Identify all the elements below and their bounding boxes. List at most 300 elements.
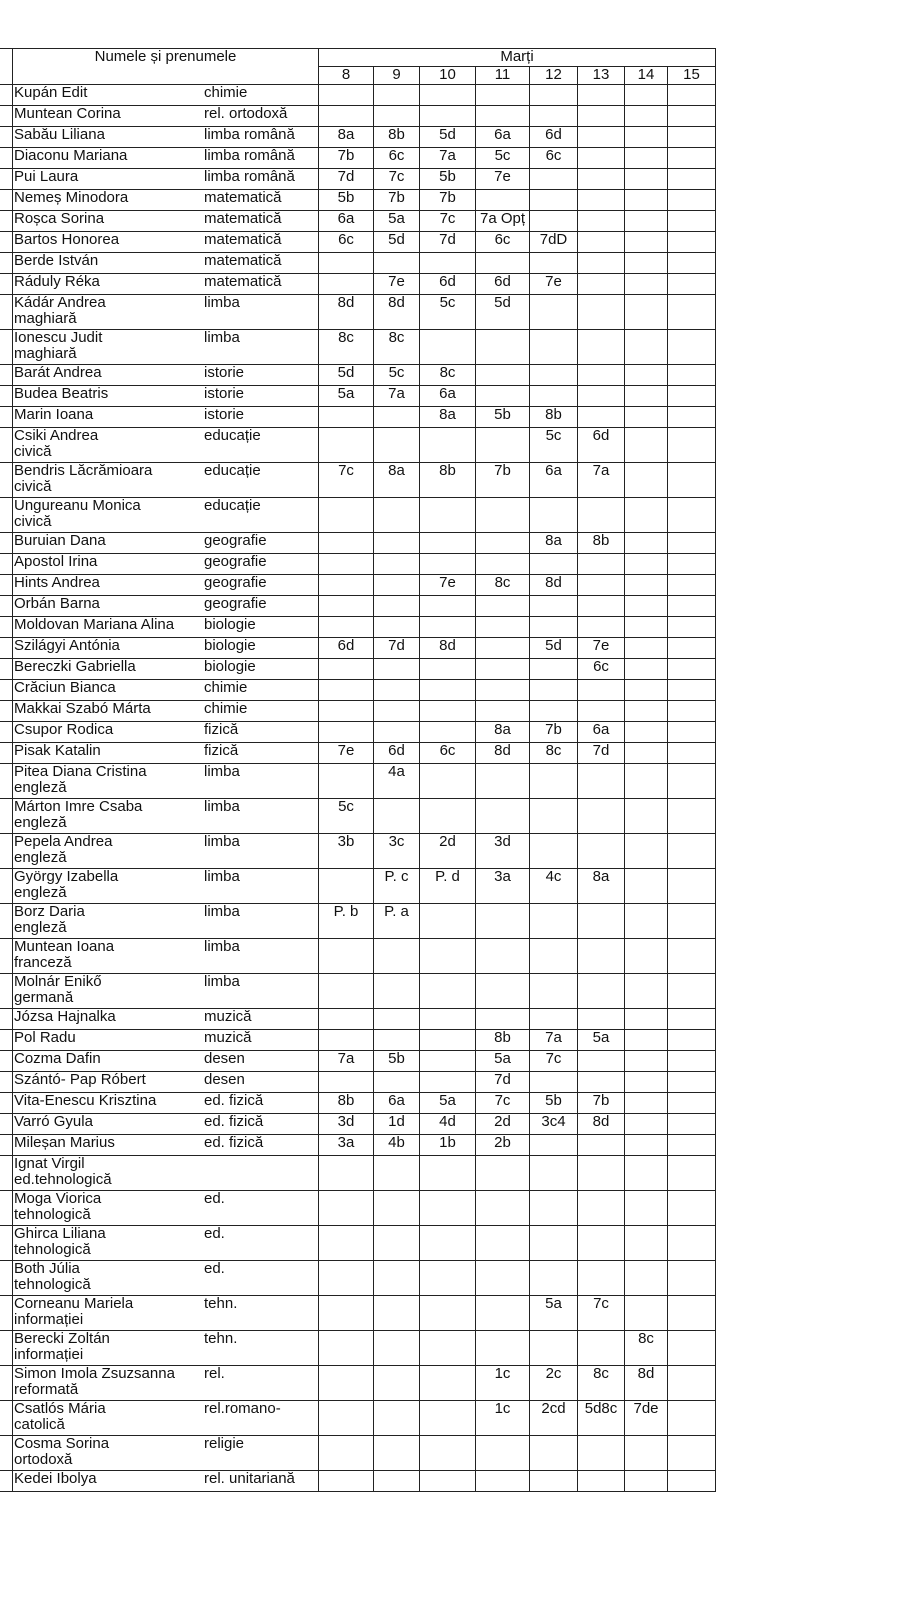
class-slot-cell: 6a xyxy=(530,463,578,498)
class-slot-cell xyxy=(668,1191,716,1226)
class-slot-cell xyxy=(420,939,476,974)
class-slot-cell xyxy=(319,1471,374,1492)
class-slot-cell xyxy=(530,701,578,722)
class-slot-cell xyxy=(374,1296,420,1331)
teacher-cell xyxy=(13,596,319,617)
class-slot-cell xyxy=(668,1331,716,1366)
teacher-cell xyxy=(13,169,319,190)
teacher-cell xyxy=(13,295,319,330)
table-row xyxy=(0,232,716,253)
class-slot-cell: 8a xyxy=(476,722,530,743)
class-slot-cell: 8d xyxy=(530,575,578,596)
teacher-cell xyxy=(13,386,319,407)
class-slot-cell xyxy=(476,533,530,554)
class-slot-cell xyxy=(625,253,668,274)
class-slot-cell: 7b xyxy=(530,722,578,743)
table-row xyxy=(0,127,716,148)
row-index-cell xyxy=(0,834,13,869)
class-slot-cell xyxy=(476,680,530,701)
teacher-subject: istorie xyxy=(204,385,245,402)
class-slot-cell xyxy=(319,407,374,428)
teacher-subject: istorie xyxy=(204,364,245,381)
class-slot-cell xyxy=(668,722,716,743)
class-slot-cell xyxy=(625,638,668,659)
teacher-cell xyxy=(13,106,319,127)
class-slot-cell: 7a xyxy=(374,386,420,407)
class-slot-cell xyxy=(578,1156,625,1191)
class-slot-cell xyxy=(530,1072,578,1093)
teacher-name: Nemeș Minodora xyxy=(14,189,129,206)
class-slot-cell xyxy=(578,1051,625,1072)
class-slot-cell: 7c xyxy=(530,1051,578,1072)
name-column-header: Numele și prenumele xyxy=(13,49,319,85)
teacher-subject: desen xyxy=(204,1050,245,1067)
class-slot-cell xyxy=(476,190,530,211)
class-slot-cell xyxy=(420,1436,476,1471)
class-slot-cell: 6a xyxy=(476,127,530,148)
teacher-subject: matematică xyxy=(204,189,282,206)
class-slot-cell xyxy=(578,554,625,575)
table-row xyxy=(0,169,716,190)
teacher-name: Hints Andrea xyxy=(14,574,100,591)
teacher-subject: ed. fizică xyxy=(204,1134,264,1151)
class-slot-cell xyxy=(476,498,530,533)
class-slot-cell xyxy=(374,1226,420,1261)
teacher-name: Bendris Lăcrămioara xyxy=(14,462,153,479)
teacher-cell xyxy=(13,764,319,799)
teacher-cell xyxy=(13,498,319,533)
class-slot-cell xyxy=(319,1401,374,1436)
class-slot-cell: 3d xyxy=(476,834,530,869)
class-slot-cell xyxy=(476,386,530,407)
class-slot-cell xyxy=(578,1471,625,1492)
class-slot-cell xyxy=(668,701,716,722)
class-slot-cell xyxy=(530,386,578,407)
row-index-cell xyxy=(0,1156,13,1191)
class-slot-cell xyxy=(420,554,476,575)
class-slot-cell xyxy=(625,764,668,799)
class-slot-cell: 8a xyxy=(420,407,476,428)
class-slot-cell xyxy=(668,407,716,428)
row-index-cell xyxy=(0,764,13,799)
teacher-name: György Izabella xyxy=(14,868,119,885)
class-slot-cell xyxy=(530,85,578,106)
class-slot-cell xyxy=(319,939,374,974)
table-row xyxy=(0,638,716,659)
class-slot-cell: 7b xyxy=(374,190,420,211)
teacher-subject: tehn. xyxy=(204,1330,238,1347)
class-slot-cell xyxy=(668,743,716,764)
row-index-cell xyxy=(0,127,13,148)
class-slot-cell xyxy=(319,1331,374,1366)
class-slot-cell: 7de xyxy=(625,1401,668,1436)
class-slot-cell xyxy=(476,554,530,575)
class-slot-cell xyxy=(420,799,476,834)
teacher-subject-continued: catolică xyxy=(14,1416,65,1433)
class-slot-cell xyxy=(625,85,668,106)
class-slot-cell xyxy=(668,365,716,386)
teacher-subject-continued: engleză xyxy=(14,779,67,796)
row-index-cell xyxy=(0,1401,13,1436)
class-slot-cell: 8a xyxy=(530,533,578,554)
class-slot-cell xyxy=(374,407,420,428)
row-index-cell xyxy=(0,365,13,386)
class-slot-cell: P. a xyxy=(374,904,420,939)
class-slot-cell xyxy=(319,498,374,533)
class-slot-cell: 1b xyxy=(420,1135,476,1156)
class-slot-cell xyxy=(530,295,578,330)
teacher-cell xyxy=(13,365,319,386)
class-slot-cell: 2cd xyxy=(530,1401,578,1436)
class-slot-cell xyxy=(578,596,625,617)
class-slot-cell: 7e xyxy=(374,274,420,295)
row-index-cell xyxy=(0,463,13,498)
class-slot-cell xyxy=(319,617,374,638)
class-slot-cell xyxy=(625,743,668,764)
teacher-subject: limba xyxy=(204,294,240,311)
teacher-name: Márton Imre Csaba xyxy=(14,798,143,815)
table-row xyxy=(0,1093,716,1114)
class-slot-cell: 6d xyxy=(319,638,374,659)
teacher-name: Orbán Barna xyxy=(14,595,100,612)
class-slot-cell xyxy=(530,834,578,869)
table-row xyxy=(0,463,716,498)
class-slot-cell xyxy=(319,533,374,554)
teacher-cell xyxy=(13,127,319,148)
class-slot-cell: 5a xyxy=(319,386,374,407)
class-slot-cell: 5a xyxy=(374,211,420,232)
row-index-cell xyxy=(0,1331,13,1366)
class-slot-cell xyxy=(374,701,420,722)
table-row xyxy=(0,904,716,939)
teacher-subject: geografie xyxy=(204,532,267,549)
class-slot-cell xyxy=(578,904,625,939)
class-slot-cell xyxy=(625,365,668,386)
row-index-cell xyxy=(0,974,13,1009)
teacher-name: Ionescu Judit xyxy=(14,329,103,346)
teacher-subject: desen xyxy=(204,1071,245,1088)
table-row xyxy=(0,386,716,407)
teacher-cell xyxy=(13,1331,319,1366)
teacher-subject-continued: civică xyxy=(14,478,52,495)
table-row xyxy=(0,554,716,575)
row-index-cell xyxy=(0,1191,13,1226)
class-slot-cell xyxy=(319,680,374,701)
teacher-subject: limba xyxy=(204,798,240,815)
class-slot-cell xyxy=(476,1191,530,1226)
class-slot-cell: 2c xyxy=(530,1366,578,1401)
class-slot-cell xyxy=(374,722,420,743)
class-slot-cell xyxy=(530,1156,578,1191)
row-index-cell xyxy=(0,386,13,407)
class-slot-cell xyxy=(319,701,374,722)
class-slot-cell xyxy=(668,834,716,869)
teacher-subject-continued: informației xyxy=(14,1346,84,1363)
class-slot-cell xyxy=(578,169,625,190)
row-index-cell xyxy=(0,148,13,169)
class-slot-cell xyxy=(374,1401,420,1436)
row-index-cell xyxy=(0,1030,13,1051)
class-slot-cell xyxy=(625,1135,668,1156)
table-row xyxy=(0,407,716,428)
teacher-cell xyxy=(13,575,319,596)
class-slot-cell: 6c xyxy=(319,232,374,253)
class-slot-cell xyxy=(578,939,625,974)
class-slot-cell xyxy=(625,1114,668,1135)
row-index-cell xyxy=(0,1114,13,1135)
row-index-cell xyxy=(0,939,13,974)
class-slot-cell: 8b xyxy=(319,1093,374,1114)
class-slot-cell xyxy=(319,1296,374,1331)
class-slot-cell xyxy=(420,253,476,274)
class-slot-cell xyxy=(578,575,625,596)
class-slot-cell xyxy=(668,127,716,148)
class-slot-cell: 6d xyxy=(420,274,476,295)
class-slot-cell xyxy=(530,106,578,127)
hour-header: 9 xyxy=(374,67,420,85)
teacher-name: Csatlós Mária xyxy=(14,1400,106,1417)
teacher-cell xyxy=(13,554,319,575)
class-slot-cell xyxy=(420,498,476,533)
teacher-cell xyxy=(13,701,319,722)
teacher-subject-continued: engleză xyxy=(14,849,67,866)
class-slot-cell xyxy=(578,127,625,148)
class-slot-cell xyxy=(668,1471,716,1492)
teacher-name: Buruian Dana xyxy=(14,532,106,549)
class-slot-cell: 8c xyxy=(420,365,476,386)
class-slot-cell xyxy=(374,85,420,106)
class-slot-cell xyxy=(420,1296,476,1331)
teacher-subject: matematică xyxy=(204,210,282,227)
class-slot-cell xyxy=(578,974,625,1009)
class-slot-cell xyxy=(668,498,716,533)
teacher-subject-continued: civică xyxy=(14,513,52,530)
class-slot-cell xyxy=(476,974,530,1009)
class-slot-cell: 6a xyxy=(319,211,374,232)
teacher-name: Bartos Honorea xyxy=(14,231,120,248)
teacher-subject: ed. xyxy=(204,1190,225,1207)
class-slot-cell xyxy=(319,85,374,106)
class-slot-cell xyxy=(625,211,668,232)
class-slot-cell: 7c xyxy=(319,463,374,498)
class-slot-cell xyxy=(625,596,668,617)
teacher-name: Sabău Liliana xyxy=(14,126,105,143)
class-slot-cell xyxy=(668,190,716,211)
teacher-cell xyxy=(13,533,319,554)
row-index-cell xyxy=(0,428,13,463)
class-slot-cell xyxy=(319,428,374,463)
class-slot-cell xyxy=(476,596,530,617)
teacher-name: Apostol Irina xyxy=(14,553,98,570)
class-slot-cell: 5d xyxy=(420,127,476,148)
class-slot-cell xyxy=(625,1191,668,1226)
teacher-subject: matematică xyxy=(204,252,282,269)
class-slot-cell xyxy=(374,617,420,638)
class-slot-cell xyxy=(530,1135,578,1156)
class-slot-cell xyxy=(625,386,668,407)
class-slot-cell: 8a xyxy=(578,869,625,904)
class-slot-cell: 6a xyxy=(578,722,625,743)
class-slot-cell xyxy=(476,1436,530,1471)
teacher-name: Ignat Virgil xyxy=(14,1155,85,1172)
class-slot-cell xyxy=(578,617,625,638)
class-slot-cell xyxy=(668,330,716,365)
teacher-name: Diaconu Mariana xyxy=(14,147,128,164)
class-slot-cell xyxy=(420,904,476,939)
class-slot-cell xyxy=(668,274,716,295)
day-header: Marți xyxy=(319,49,716,67)
class-slot-cell xyxy=(374,1471,420,1492)
teacher-name: Ráduly Réka xyxy=(14,273,100,290)
class-slot-cell xyxy=(578,232,625,253)
class-slot-cell xyxy=(668,1093,716,1114)
row-index-cell xyxy=(0,498,13,533)
row-index-cell xyxy=(0,722,13,743)
class-slot-cell xyxy=(476,799,530,834)
teacher-subject-continued: civică xyxy=(14,443,52,460)
teacher-cell xyxy=(13,1009,319,1030)
class-slot-cell xyxy=(625,659,668,680)
class-slot-cell xyxy=(668,680,716,701)
class-slot-cell xyxy=(374,659,420,680)
class-slot-cell xyxy=(625,680,668,701)
teacher-subject-continued: maghiară xyxy=(14,310,77,327)
class-slot-cell: 8d xyxy=(625,1366,668,1401)
class-slot-cell xyxy=(625,190,668,211)
teacher-subject: ed. fizică xyxy=(204,1092,264,1109)
teacher-cell xyxy=(13,1191,319,1226)
teacher-subject-continued: reformată xyxy=(14,1381,79,1398)
row-index-cell xyxy=(0,659,13,680)
teacher-cell xyxy=(13,1156,319,1191)
teacher-name: Cozma Dafin xyxy=(14,1050,101,1067)
table-row xyxy=(0,1471,716,1492)
class-slot-cell xyxy=(319,596,374,617)
teacher-subject: religie xyxy=(204,1435,245,1452)
class-slot-cell: 5c xyxy=(476,148,530,169)
class-slot-cell xyxy=(668,939,716,974)
teacher-cell xyxy=(13,330,319,365)
teacher-name: Ghirca Liliana xyxy=(14,1225,106,1242)
row-index-cell xyxy=(0,106,13,127)
class-slot-cell xyxy=(668,1030,716,1051)
class-slot-cell: 5c xyxy=(374,365,420,386)
table-row xyxy=(0,365,716,386)
class-slot-cell xyxy=(319,722,374,743)
row-index-cell xyxy=(0,638,13,659)
hour-header: 12 xyxy=(530,67,578,85)
class-slot-cell xyxy=(625,1093,668,1114)
row-index-cell xyxy=(0,701,13,722)
class-slot-cell xyxy=(668,295,716,330)
class-slot-cell: 5d8c xyxy=(578,1401,625,1436)
teacher-subject: fizică xyxy=(204,742,239,759)
class-slot-cell: P. b xyxy=(319,904,374,939)
teacher-cell xyxy=(13,638,319,659)
class-slot-cell xyxy=(625,939,668,974)
class-slot-cell: 5a xyxy=(476,1051,530,1072)
teacher-subject: chimie xyxy=(204,84,248,101)
teacher-subject-continued: engleză xyxy=(14,919,67,936)
class-slot-cell xyxy=(319,1072,374,1093)
class-slot-cell: 8a xyxy=(319,127,374,148)
teacher-subject: tehn. xyxy=(204,1295,238,1312)
class-slot-cell xyxy=(420,1156,476,1191)
class-slot-cell xyxy=(668,533,716,554)
row-index-cell xyxy=(0,1226,13,1261)
class-slot-cell: 7e xyxy=(476,169,530,190)
class-slot-cell xyxy=(668,148,716,169)
class-slot-cell: 8d xyxy=(420,638,476,659)
class-slot-cell xyxy=(530,659,578,680)
class-slot-cell: 6d xyxy=(476,274,530,295)
class-slot-cell: 8d xyxy=(476,743,530,764)
class-slot-cell xyxy=(625,106,668,127)
table-row xyxy=(0,533,716,554)
class-slot-cell: 8a xyxy=(374,463,420,498)
row-index-cell xyxy=(0,1072,13,1093)
class-slot-cell xyxy=(625,1030,668,1051)
class-slot-cell xyxy=(578,365,625,386)
row-index-cell xyxy=(0,1366,13,1401)
teacher-cell xyxy=(13,274,319,295)
class-slot-cell xyxy=(625,722,668,743)
class-slot-cell xyxy=(476,106,530,127)
teacher-subject-continued: tehnologică xyxy=(14,1206,91,1223)
class-slot-cell xyxy=(668,169,716,190)
teacher-name: Barát Andrea xyxy=(14,364,102,381)
class-slot-cell xyxy=(530,253,578,274)
table-row xyxy=(0,799,716,834)
class-slot-cell xyxy=(530,330,578,365)
table-row xyxy=(0,274,716,295)
teacher-subject-continued: engleză xyxy=(14,814,67,831)
class-slot-cell xyxy=(530,365,578,386)
teacher-subject-continued: maghiară xyxy=(14,345,77,362)
class-slot-cell xyxy=(625,701,668,722)
class-slot-cell xyxy=(668,1051,716,1072)
class-slot-cell xyxy=(625,1226,668,1261)
class-slot-cell xyxy=(625,869,668,904)
class-slot-cell xyxy=(668,799,716,834)
teacher-subject-continued: informației xyxy=(14,1311,84,1328)
class-slot-cell: 7c xyxy=(476,1093,530,1114)
teacher-name: Berde István xyxy=(14,252,99,269)
class-slot-cell xyxy=(578,764,625,799)
class-slot-cell xyxy=(578,211,625,232)
hour-header: 13 xyxy=(578,67,625,85)
row-index-cell xyxy=(0,1093,13,1114)
teacher-subject: limba xyxy=(204,938,240,955)
class-slot-cell: 7e xyxy=(420,575,476,596)
teacher-subject: educație xyxy=(204,497,261,514)
class-slot-cell xyxy=(476,1296,530,1331)
teacher-name: Vita-Enescu Krisztina xyxy=(14,1092,157,1109)
teacher-name: Szilágyi Antónia xyxy=(14,637,120,654)
class-slot-cell: 5a xyxy=(578,1030,625,1051)
class-slot-cell xyxy=(420,1366,476,1401)
class-slot-cell xyxy=(530,904,578,939)
teacher-name: Molnár Enikő xyxy=(14,973,102,990)
teacher-cell xyxy=(13,1226,319,1261)
class-slot-cell: 8d xyxy=(319,295,374,330)
class-slot-cell: 5d xyxy=(374,232,420,253)
teacher-cell xyxy=(13,1072,319,1093)
index-header xyxy=(0,49,13,85)
teacher-name: Ungureanu Monica xyxy=(14,497,141,514)
class-slot-cell xyxy=(625,617,668,638)
class-slot-cell xyxy=(420,974,476,1009)
